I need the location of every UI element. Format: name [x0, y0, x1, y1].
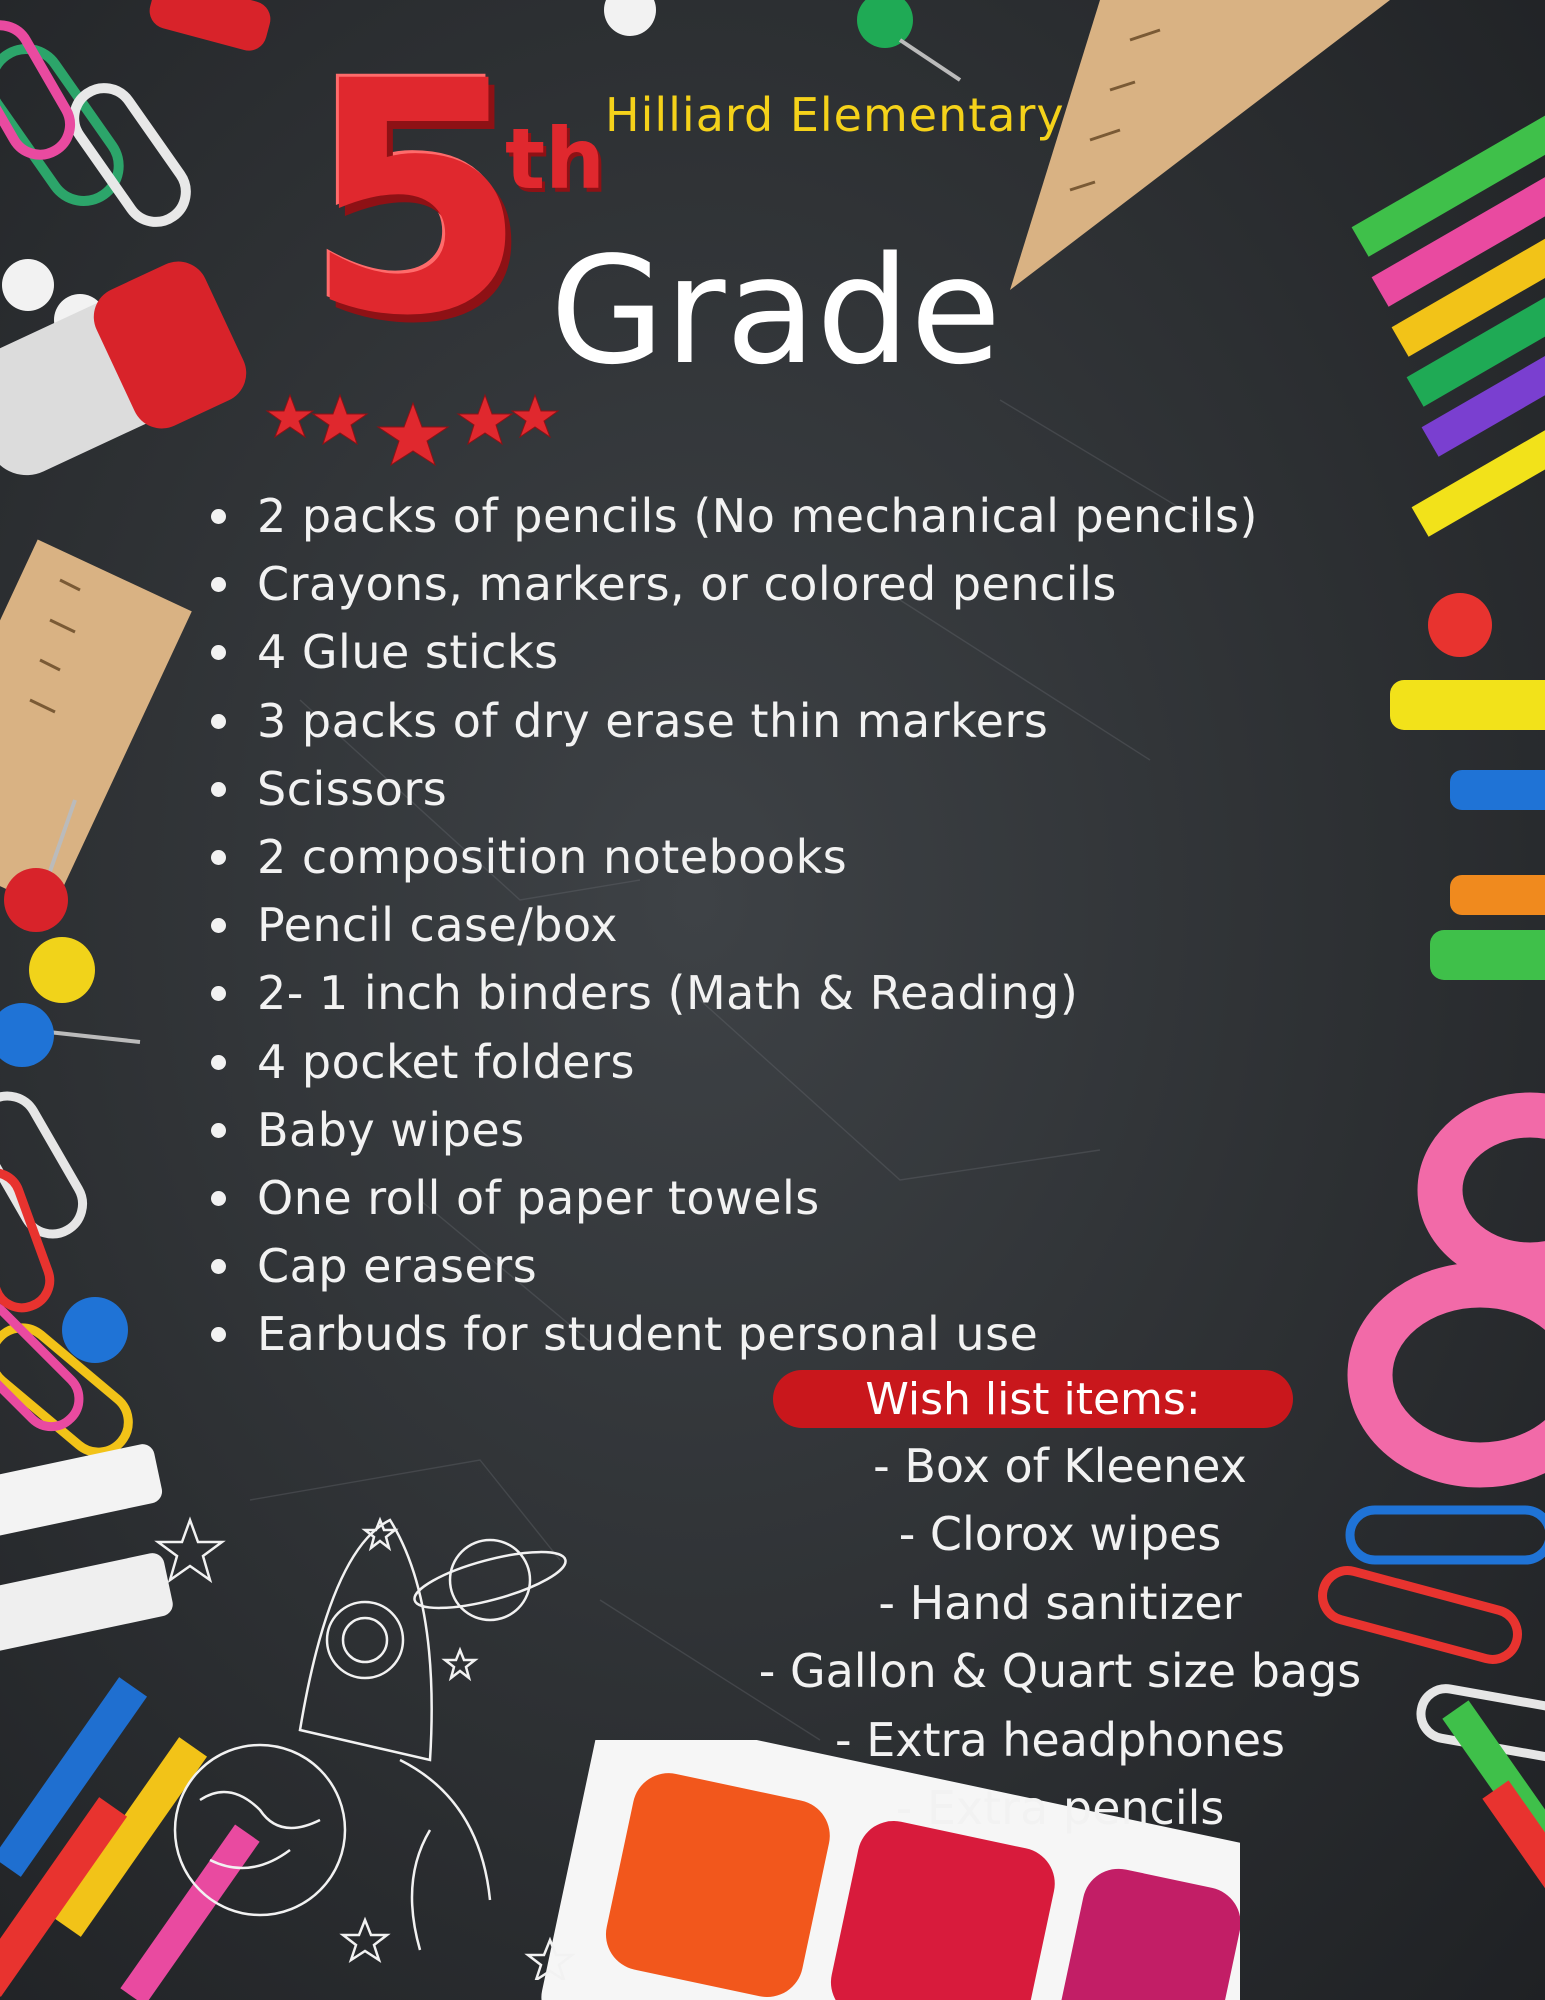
school-name: Hilliard Elementary [605, 88, 1065, 142]
star-icon [267, 395, 313, 437]
marker-icon [1390, 680, 1545, 980]
grade-title: Grade [550, 225, 1002, 397]
wish-list-item: - Box of Kleenex [873, 1439, 1247, 1493]
wish-list-item: - Gallon & Quart size bags [758, 1644, 1362, 1699]
list-item: One roll of paper towels [205, 1164, 1258, 1232]
marker-icon [146, 0, 275, 55]
pushpin-icon [1428, 593, 1492, 657]
alarm-clock-icon [327, 1602, 403, 1678]
pushpin-icon [604, 0, 960, 80]
star-icon [512, 395, 558, 437]
wish-list-item: - Clorox wipes [898, 1507, 1222, 1562]
list-item: 4 pocket folders [205, 1028, 1258, 1096]
star-icon [158, 1520, 572, 1980]
wish-list-item: - Extra headphones [834, 1712, 1286, 1767]
wish-list-item: - Extra pencils [895, 1781, 1225, 1836]
rocket-doodle-decoration [150, 1500, 590, 1980]
list-item: Earbuds for student personal use [205, 1300, 1258, 1368]
list-item: Pencil case/box [205, 891, 1258, 959]
list-item: Cap erasers [205, 1232, 1258, 1300]
grade-number: 5 [305, 14, 528, 386]
list-item: 3 packs of dry erase thin markers [205, 687, 1258, 755]
pencil-icon [1352, 77, 1545, 536]
scissors-icon [1370, 1115, 1545, 1465]
grade-suffix: th [505, 110, 605, 208]
wish-list-item: - Hand sanitizer [878, 1575, 1242, 1630]
list-item: 2- 1 inch binders (Math & Reading) [205, 959, 1258, 1027]
ruler-icon [0, 540, 192, 911]
rocket-icon [300, 1520, 490, 1950]
pushpin-icon [0, 800, 140, 1363]
star-icon [378, 403, 448, 465]
wish-list [650, 1432, 1470, 1842]
wish-list-heading [773, 1370, 1293, 1428]
star-icon [458, 395, 512, 444]
list-item: 2 composition notebooks [205, 823, 1258, 891]
paperclip-icon [0, 1085, 141, 1464]
list-item: Baby wipes [205, 1096, 1258, 1164]
chalk-icon [0, 1442, 175, 1653]
supply-list [205, 482, 1258, 1369]
list-item: Scissors [205, 755, 1258, 823]
star-row-decoration [265, 385, 565, 475]
planet-icon [409, 1540, 570, 1620]
list-item: 4 Glue sticks [205, 618, 1258, 686]
list-item: 2 packs of pencils (No mechanical pencils) [205, 482, 1258, 550]
star-icon [313, 395, 367, 444]
wish-list-title: Wish list items: [865, 1373, 1201, 1425]
earth-icon [175, 1745, 345, 1915]
list-item: Crayons, markers, or colored pencils [205, 550, 1258, 618]
